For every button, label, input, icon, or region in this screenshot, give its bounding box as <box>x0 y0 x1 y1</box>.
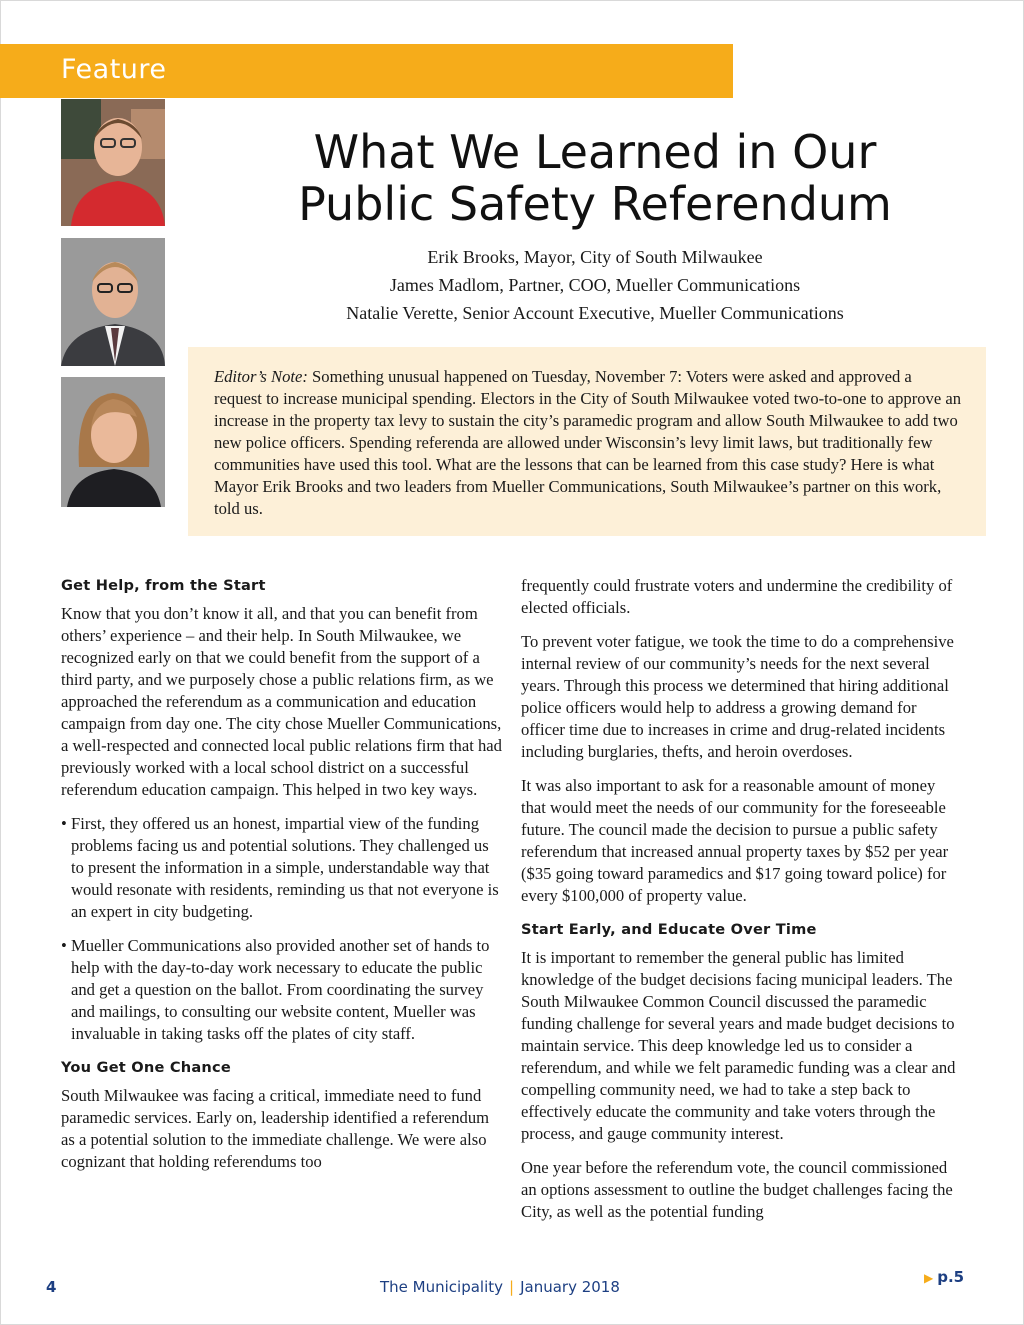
section-banner <box>0 44 733 98</box>
author-line: Natalie Verette, Senior Account Executive, Mueller Communications <box>346 303 844 323</box>
bullet-item <box>61 813 503 923</box>
body-paragraph: It is important to remember the general public has limited knowledge of the budget decisions facing municipal leaders. The South Milwaukee Common Council discussed the paramedic funding challenge for several years and made budget decisions to maintain service. This deep knowledge led us to consider a referendum, and while we felt paramedic funding was a clear and compelling community need, we had to take a step back to effectively educate the community and take voters through the process, and gauge community interest. <box>521 948 956 1143</box>
section-heading: Get Help, from the Start <box>61 577 266 594</box>
bullet-icon: • <box>61 814 67 833</box>
right-column <box>521 575 963 1235</box>
publication-name: The Municipality <box>380 1278 504 1296</box>
article-title <box>200 126 990 230</box>
article-title-line-1: What We Learned in Our <box>313 125 877 179</box>
next-page-link[interactable] <box>924 1268 964 1286</box>
editors-note-label: Editor’s Note: <box>214 367 308 386</box>
author-photo-natalie-verette <box>61 377 165 507</box>
bullet-icon: • <box>61 936 67 955</box>
author-line: Erik Brooks, Mayor, City of South Milwaukee <box>427 247 763 267</box>
footer-separator: | <box>509 1278 515 1296</box>
next-page-label: p.5 <box>937 1268 965 1286</box>
author-byline <box>200 243 990 327</box>
section-heading: Start Early, and Educate Over Time <box>521 921 817 938</box>
section-heading: You Get One Chance <box>61 1059 231 1076</box>
editors-note-box <box>188 347 986 536</box>
issue-date: January 2018 <box>520 1278 620 1296</box>
body-paragraph: To prevent voter fatigue, we took the time to do a comprehensive internal review of our community’s needs for the next several years. Through this process we determined that hiring additional police officers would help to address a growing demand for officer time due to increases in crime and drug-related incidents including burglaries, thefts, and heroin overdoses. <box>521 632 954 761</box>
author-line: James Madlom, Partner, COO, Mueller Communications <box>389 275 801 295</box>
author-photo-james-madlom <box>61 238 165 366</box>
bullet-item <box>61 935 503 1045</box>
bullet-text: First, they offered us an honest, impartial view of the funding problems facing us and potential solutions. They challenged us to present the information in a simple, understandable way that would resonate with residents, reminding us that not everyone is an expert in city budgeting. <box>71 814 499 921</box>
footer-publication <box>380 1278 620 1296</box>
section-label: Feature <box>61 54 167 85</box>
body-paragraph: It was also important to ask for a reasonable amount of money that would meet the needs of our community for the foreseeable future. The council made the decision to pursue a public safety referendum that increased annual property taxes by $52 per year ($35 going toward paramedics and $17 going toward police) for every $100,000 of property value. <box>521 776 949 905</box>
body-paragraph: Know that you don’t know it all, and that you can benefit from others’ experience – and their help. In South Milwaukee, we recognized early on that we could benefit from the support of a third party, and we purposely chose a public relations firm, as we approached the referendum as a communication and education campaign from day one. The city chose Mueller Communications, a well-respected and connected local public relations firm that had previously worked with a local school district on a successful referendum education campaign. This helped in two key ways. <box>61 604 502 799</box>
body-paragraph: South Milwaukee was facing a critical, immediate need to fund paramedic services. Early on, leadership identified a referendum as a potential solution to the immediate challenge. We were also cognizant that holding referendums too <box>61 1086 490 1171</box>
bullet-list <box>61 813 503 1045</box>
page-number: 4 <box>46 1278 57 1296</box>
body-paragraph: One year before the referendum vote, the council commissioned an options assessment to outline the budget challenges facing the City, as well as the potential funding <box>521 1158 953 1221</box>
article-title-line-2: Public Safety Referendum <box>298 177 892 231</box>
arrow-right-icon: ▶ <box>924 1271 934 1285</box>
body-paragraph: frequently could frustrate voters and undermine the credibility of elected officials. <box>521 576 953 617</box>
editors-note-text: Something unusual happened on Tuesday, November 7: Voters were asked and approved a request to increase municipal spending. Electors in the City of South Milwaukee voted two-to-one to approve an increase in the property tax levy to sustain the city’s paramedic program and allow South Milwaukee to add two new police officers. Spending referenda are allowed under Wisconsin’s levy limit laws, but traditionally few communities have used this tool. What are the lessons that can be learned from this case study? Here is what Mayor Erik Brooks and two leaders from Mueller Communications, South Milwaukee’s partner on this work, told us. <box>214 367 961 518</box>
left-column <box>61 575 503 1185</box>
bullet-text: Mueller Communications also provided another set of hands to help with the day-to-day work necessary to educate the public and get a question on the ballot. From coordinating the survey and mailings, to consulting our website content, Mueller was invaluable in taking tasks off the plates of city staff. <box>71 936 490 1043</box>
author-photo-erik-brooks <box>61 99 165 226</box>
